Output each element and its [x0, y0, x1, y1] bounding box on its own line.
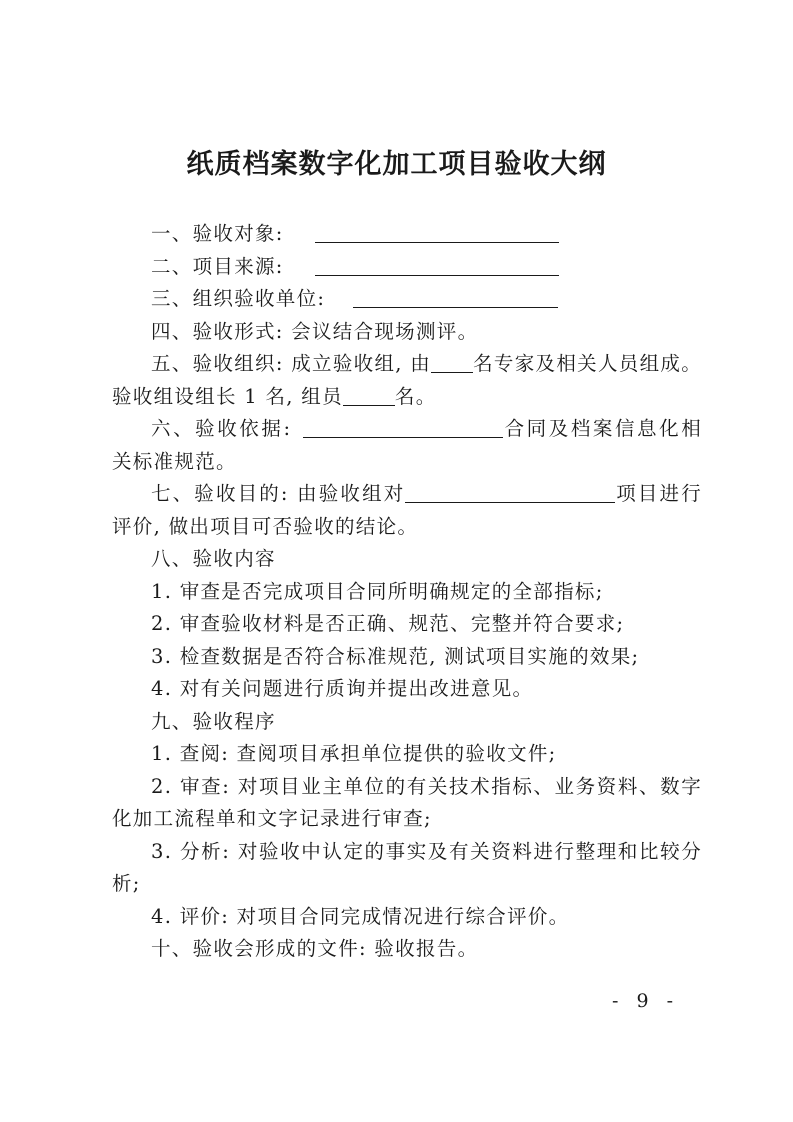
content-item-4: 4. 对有关问题进行质询并提出改进意见。 — [151, 677, 534, 700]
procedure-item-3: 3. 分析: 对验收中认定的事实及有关资料进行整理和比较分析; — [112, 839, 702, 895]
organizing-unit-blank — [353, 285, 558, 308]
item-acceptance-basis-part1: 六、验收依据: — [151, 417, 292, 440]
item-acceptance-organization-part3: 名。 — [394, 384, 437, 408]
content-item-2: 2. 审查验收材料是否正确、规范、完整并符合要求; — [151, 612, 625, 635]
item-acceptance-purpose-part1: 七、验收目的: 由验收组对 — [151, 482, 406, 505]
acceptance-purpose-blank — [405, 480, 615, 503]
member-count-blank — [343, 383, 395, 406]
item-project-source — [112, 251, 702, 284]
item-acceptance-form: 四、验收形式: 会议结合现场测评。 — [151, 319, 479, 343]
item-acceptance-procedure: 九、验收程序 — [151, 709, 276, 733]
item-acceptance-purpose — [112, 478, 702, 543]
project-source-blank — [315, 253, 559, 276]
item-project-source-label: 二、项目来源: — [151, 254, 284, 278]
acceptance-object-blank — [315, 220, 559, 243]
item-acceptance-content: 八、验收内容 — [151, 547, 276, 570]
acceptance-basis-blank — [303, 415, 503, 438]
page-number: - 9 - — [612, 990, 680, 1012]
item-organizing-unit — [112, 283, 702, 316]
item-acceptance-object-label: 一、验收对象: — [151, 222, 284, 245]
item-acceptance-organization-part2: 名专家及相关人员组成。验收组设组长 1 名, 组员 — [112, 352, 702, 408]
procedure-item-2: 2. 审查: 对项目业主单位的有关技术指标、业务资料、数字化加工流程单和文字记录进行审查; — [112, 774, 702, 830]
item-output-documents: 十、验收会形成的文件: 验收报告。 — [151, 937, 479, 960]
item-acceptance-organization-part1: 五、验收组织: 成立验收组, 由 — [151, 352, 432, 375]
procedure-item-1: 1. 查阅: 查阅项目承担单位提供的验收文件; — [151, 742, 557, 765]
procedure-item-4: 4. 评价: 对项目合同完成情况进行综合评价。 — [151, 904, 570, 928]
item-acceptance-basis — [112, 413, 702, 478]
item-acceptance-object — [112, 218, 702, 251]
item-organizing-unit-label: 三、组织验收单位: — [151, 287, 326, 310]
document-body — [112, 218, 702, 966]
document-title: 纸质档案数字化加工项目验收大纲 — [186, 149, 607, 180]
expert-count-blank — [431, 350, 473, 373]
item-acceptance-basis-part2: 合同及档案信息化相关标准规范。 — [112, 417, 703, 473]
content-item-1: 1. 审查是否完成项目合同所明确规定的全部指标; — [151, 579, 604, 603]
item-acceptance-purpose-part2: 项目进行评价, 做出项目可否验收的结论。 — [112, 482, 702, 538]
item-acceptance-organization — [112, 348, 702, 413]
content-item-3: 3. 检查数据是否符合标准规范, 测试项目实施的效果; — [151, 644, 640, 668]
